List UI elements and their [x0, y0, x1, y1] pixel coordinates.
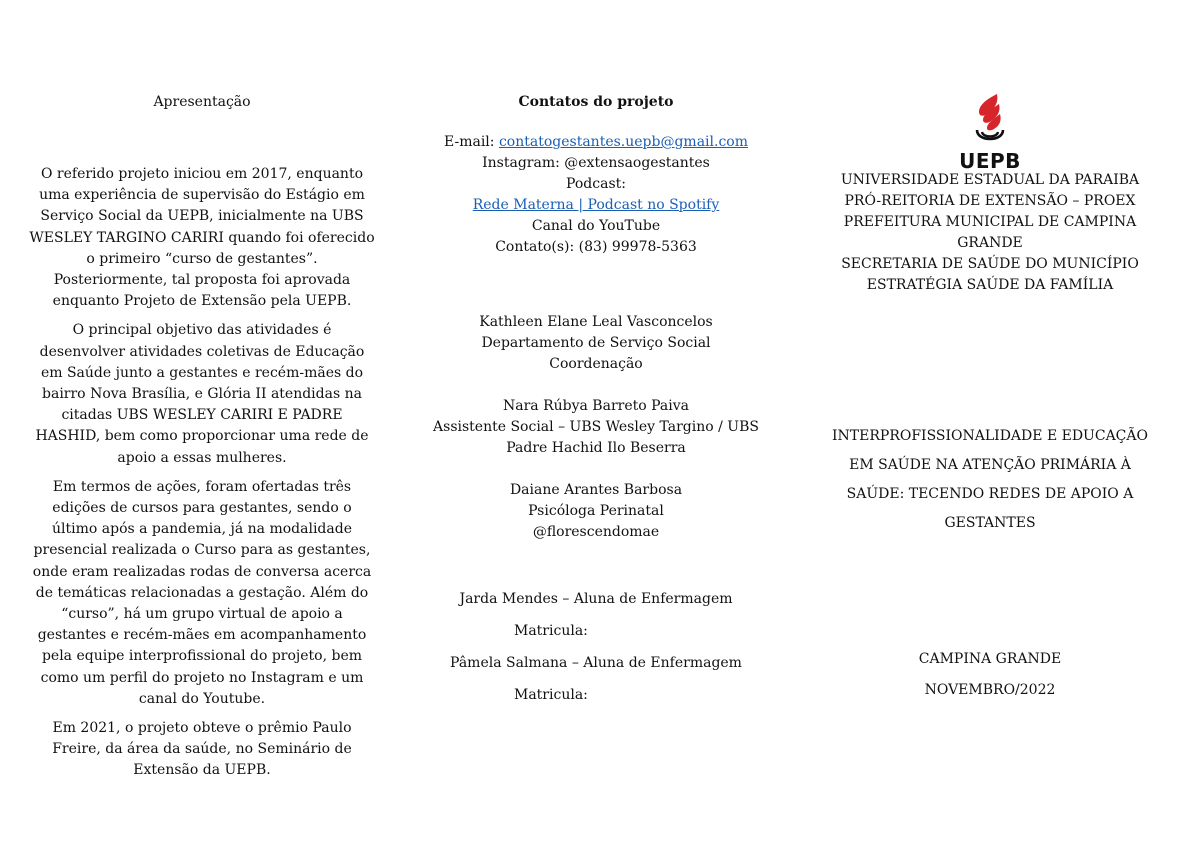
person-line: Kathleen Elane Leal Vasconcelos	[479, 314, 713, 330]
presentation-paragraph-1: O referido projeto iniciou em 2017, enquanto uma experiência de supervisão do Estágio em Serviço Social da UEPB, inicialmente na UBS WESLEY TARGINO CARIRI quando foi oferecido o primeiro “curso de gestantes”. Posteriormente, tal proposta foi aprovada enquanto Projeto de Extensão pela UEPB.	[29, 166, 375, 310]
presentation-paragraph-2: O principal objetivo das atividades é desenvolver atividades coletivas de Educação em Saúde junto a gestantes e recém-mães do bairro Nova Brasília, e Glória II atendidas na citadas UBS WESLEY CARIRI E PADRE HASHID, bem como proporcionar uma rede de apoio a essas mulheres.	[35, 322, 369, 466]
uepb-logo	[800, 92, 1180, 172]
person-coordinator	[416, 312, 776, 375]
project-title	[800, 422, 1180, 538]
contacts-title: Contatos do projeto	[518, 94, 674, 110]
presentation-column	[28, 92, 376, 790]
person-line: Nara Rúbya Barreto Paiva	[503, 398, 689, 414]
email-label: E-mail:	[443, 134, 499, 150]
logo-text: UEPB	[959, 149, 1021, 173]
date: NOVEMBRO/2022	[924, 682, 1056, 698]
cover-column	[800, 92, 1180, 706]
presentation-paragraph-3: Em termos de ações, foram ofertadas três edições de cursos para gestantes, sendo o último após a pandemia, já na modalidade presencial realizada o Curso para as gestantes, onde eram realizadas rodas de conversa acerca de temáticas relacionadas a gestação. Além do “curso”, há um grupo virtual de apoio a gestantes e recém-mães em acompanhamento pela equipe interprofissional do projeto, bem como um perfil do projeto no Instagram e um canal do Youtube.	[32, 478, 372, 707]
instagram-line: Instagram: @extensaogestantes	[482, 155, 710, 171]
person-social-worker	[416, 396, 776, 459]
person-line: Coordenação	[549, 356, 643, 372]
student-name: Pâmela Salmana – Aluna de Enfermagem	[450, 655, 742, 671]
student-name: Jarda Mendes – Aluna de Enfermagem	[459, 591, 733, 607]
presentation-title: Apresentação	[153, 94, 251, 110]
phone-line: Contato(s): (83) 99978-5363	[495, 239, 697, 255]
student-1	[416, 583, 776, 647]
institution-line: SECRETARIA DE SAÚDE DO MUNICÍPIO	[841, 256, 1139, 272]
institution-line: GRANDE	[957, 235, 1023, 251]
student-matricula: Matricula:	[514, 687, 588, 703]
person-line: Padre Hachid Ilo Beserra	[506, 440, 686, 456]
youtube-line: Canal do YouTube	[531, 218, 661, 234]
person-line: Assistente Social – UBS Wesley Targino / UBS	[433, 419, 759, 435]
institution-line: PRÓ-REITORIA DE EXTENSÃO – PROEX	[844, 193, 1136, 209]
person-line: Psicóloga Perinatal	[528, 503, 664, 519]
email-line	[416, 132, 776, 153]
uepb-flame-icon	[967, 92, 1013, 152]
project-title-line: INTERPROFISSIONALIDADE E EDUCAÇÃO	[832, 428, 1148, 444]
person-psychologist	[416, 480, 776, 543]
podcast-link[interactable]: Rede Materna | Podcast no Spotify	[472, 197, 720, 213]
institution-block	[800, 170, 1180, 296]
institution-line: UNIVERSIDADE ESTADUAL DA PARAIBA	[840, 172, 1140, 188]
person-line: Departamento de Serviço Social	[481, 335, 711, 351]
email-link[interactable]: contatogestantes.uepb@gmail.com	[498, 134, 748, 150]
person-line: Daiane Arantes Barbosa	[509, 482, 683, 498]
project-title-line: EM SAÚDE NA ATENÇÃO PRIMÁRIA À	[849, 457, 1131, 473]
contacts-column	[416, 92, 776, 711]
city: CAMPINA GRANDE	[918, 651, 1062, 667]
institution-line: ESTRATÉGIA SAÚDE DA FAMÍLIA	[866, 277, 1114, 293]
presentation-paragraph-4: Em 2021, o projeto obteve o prêmio Paulo Freire, da área da saúde, no Seminário de Extensão da UEPB.	[52, 720, 352, 779]
institution-line: PREFEITURA MUNICIPAL DE CAMPINA	[843, 214, 1137, 230]
person-line: @florescendomae	[532, 524, 660, 540]
podcast-label: Podcast:	[566, 176, 626, 192]
student-2	[416, 647, 776, 711]
project-title-line: GESTANTES	[944, 515, 1036, 531]
student-matricula: Matricula:	[514, 623, 588, 639]
project-title-line: SAÚDE: TECENDO REDES DE APOIO A	[846, 486, 1134, 502]
